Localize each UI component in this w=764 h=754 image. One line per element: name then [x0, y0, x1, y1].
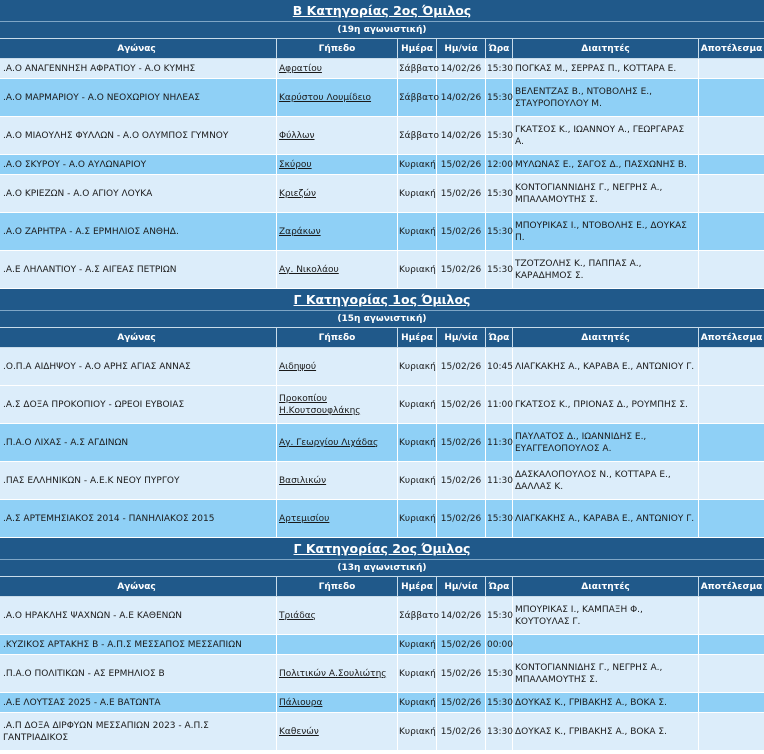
header-referees: Διαιτητές [513, 328, 699, 348]
venue-cell [277, 59, 398, 79]
match-cell: .Α.Ο ΚΡΙΕΖΩΝ - Α.Ο ΑΓΙΟΥ ΛΟΥΚΑ [0, 175, 277, 213]
day-cell: Κυριακή [398, 635, 437, 655]
time-cell: 15:30 [486, 213, 513, 251]
result-cell [699, 713, 764, 751]
round-subtitle: (13η αγωνιστική) [0, 560, 764, 576]
venue-cell [277, 155, 398, 175]
time-cell: 10:45 [486, 348, 513, 386]
venue-cell [277, 79, 398, 117]
day-cell: Σάββατο [398, 79, 437, 117]
referees-cell: ΛΙΑΓΚΑΚΗΣ Α., ΚΑΡΑΒΑ Ε., ΑΝΤΩΝΙΟΥ Γ. [513, 348, 699, 386]
venue-cell [277, 386, 398, 424]
group-section [0, 538, 764, 751]
match-cell: .Α.Ο ΣΚΥΡΟΥ - Α.Ο ΑΥΛΩΝΑΡΙΟΥ [0, 155, 277, 175]
match-cell: .Α.Ε ΛΗΛΑΝΤΙΟΥ - Α.Σ ΑΙΓΕΑΣ ΠΕΤΡΙΩΝ [0, 251, 277, 289]
referees-cell: ΓΚΑΤΣΟΣ Κ., ΙΩΑΝΝΟΥ Α., ΓΕΩΡΓΑΡΑΣ Α. [513, 117, 699, 155]
match-cell: .Α.Σ ΑΡΤΕΜΗΣΙΑΚΟΣ 2014 - ΠΑΝΗΛΙΑΚΟΣ 2015 [0, 500, 277, 538]
header-venue: Γήπεδο [277, 577, 398, 597]
group-title[interactable]: Γ Κατηγορίας 2ος Όμιλος [0, 538, 764, 560]
venue-cell [277, 462, 398, 500]
day-cell: Κυριακή [398, 424, 437, 462]
venue-link[interactable]: Αφρατίου [279, 63, 322, 74]
table-row [0, 597, 764, 635]
date-cell: 15/02/26 [437, 155, 486, 175]
result-cell [699, 59, 764, 79]
header-row [0, 577, 764, 597]
match-cell: .Α.Ε ΛΟΥΤΣΑΣ 2025 - Α.Ε ΒΑΤΩΝΤΑ [0, 693, 277, 713]
header-time: Ώρα [486, 39, 513, 59]
header-match: Αγώνας [0, 577, 277, 597]
referees-cell: ΔΑΣΚΑΛΟΠΟΥΛΟΣ Ν., ΚΟΤΤΑΡΑ Ε., ΔΑΛΛΑΣ Κ. [513, 462, 699, 500]
round-subtitle: (19η αγωνιστική) [0, 22, 764, 38]
venue-cell [277, 213, 398, 251]
venue-cell [277, 251, 398, 289]
time-cell: 12:00 [486, 155, 513, 175]
match-cell: .Α.Ο ΖΑΡΗΤΡΑ - Α.Σ ΕΡΜΗΛΙΟΣ ΑΝΘΗΔ. [0, 213, 277, 251]
fixtures-table [0, 38, 764, 289]
date-cell: 15/02/26 [437, 213, 486, 251]
match-cell: .ΚΥΖΙΚΟΣ ΑΡΤΑΚΗΣ Β - Α.Π.Σ ΜΕΣΣΑΠΟΣ ΜΕΣΣΑΠΙΩΝ [0, 635, 277, 655]
group-section [0, 289, 764, 538]
header-result: Αποτέλεσμα [699, 577, 764, 597]
date-cell: 15/02/26 [437, 175, 486, 213]
day-cell: Κυριακή [398, 155, 437, 175]
header-match: Αγώνας [0, 39, 277, 59]
venue-link[interactable]: Κριεζών [279, 188, 316, 199]
result-cell [699, 462, 764, 500]
time-cell: 15:30 [486, 117, 513, 155]
header-venue: Γήπεδο [277, 39, 398, 59]
venue-link[interactable]: Πάλιουρα [279, 697, 323, 708]
table-row [0, 213, 764, 251]
result-cell [699, 251, 764, 289]
table-row [0, 155, 764, 175]
date-cell: 14/02/26 [437, 59, 486, 79]
day-cell: Κυριακή [398, 348, 437, 386]
referees-cell: ΜΥΛΩΝΑΣ Ε., ΣΑΓΟΣ Δ., ΠΑΣΧΩΝΗΣ Β. [513, 155, 699, 175]
header-day: Ημέρα [398, 328, 437, 348]
table-row [0, 655, 764, 693]
day-cell: Σάββατο [398, 117, 437, 155]
date-cell: 15/02/26 [437, 251, 486, 289]
referees-cell: ΔΟΥΚΑΣ Κ., ΓΡΙΒΑΚΗΣ Α., ΒΟΚΑ Σ. [513, 713, 699, 751]
venue-link[interactable]: Πολιτικών Α.Σουλιώτης [279, 668, 387, 679]
date-cell: 15/02/26 [437, 500, 486, 538]
result-cell [699, 424, 764, 462]
day-cell: Κυριακή [398, 251, 437, 289]
header-time: Ώρα [486, 328, 513, 348]
time-cell: 15:30 [486, 597, 513, 635]
header-match: Αγώνας [0, 328, 277, 348]
match-cell: .Ο.Π.Α ΑΙΔΗΨΟΥ - Α.Ο ΑΡΗΣ ΑΓΙΑΣ ΑΝΝΑΣ [0, 348, 277, 386]
table-row [0, 117, 764, 155]
fixtures-table [0, 327, 764, 538]
referees-cell: ΒΕΛΕΝΤΖΑΣ Β., ΝΤΟΒΟΛΗΣ Ε., ΣΤΑΥΡΟΠΟΥΛΟΥ Μ. [513, 79, 699, 117]
time-cell: 15:30 [486, 79, 513, 117]
time-cell: 15:30 [486, 175, 513, 213]
header-row [0, 39, 764, 59]
referees-cell: ΠΑΥΛΑΤΟΣ Δ., ΙΩΑΝΝΙΔΗΣ Ε., ΕΥΑΓΓΕΛΟΠΟΥΛΟΣ Α. [513, 424, 699, 462]
round-subtitle: (15η αγωνιστική) [0, 311, 764, 327]
referees-cell [513, 635, 699, 655]
venue-cell [277, 500, 398, 538]
day-cell: Κυριακή [398, 175, 437, 213]
venue-cell [277, 693, 398, 713]
venue-link[interactable]: Αιδηψού [279, 361, 317, 372]
venue-link[interactable]: Τριάδας [279, 610, 316, 621]
venue-cell [277, 597, 398, 635]
date-cell: 15/02/26 [437, 655, 486, 693]
result-cell [699, 348, 764, 386]
day-cell: Κυριακή [398, 213, 437, 251]
match-cell: .Α.Π ΔΟΞΑ ΔΙΡΦΥΩΝ ΜΕΣΣΑΠΙΩΝ 2023 - Α.Π.Σ ΓΑΝΤΡΙΑΔΙΚΟΣ [0, 713, 277, 751]
referees-cell: ΠΟΓΚΑΣ Μ., ΣΕΡΡΑΣ Π., ΚΟΤΤΑΡΑ Ε. [513, 59, 699, 79]
header-result: Αποτέλεσμα [699, 328, 764, 348]
time-cell: 15:30 [486, 251, 513, 289]
table-row [0, 386, 764, 424]
result-cell [699, 500, 764, 538]
day-cell: Κυριακή [398, 500, 437, 538]
date-cell: 15/02/26 [437, 424, 486, 462]
venue-cell [277, 348, 398, 386]
table-row [0, 59, 764, 79]
venue-link[interactable]: Καρύστου Λουμίδειο [279, 92, 372, 103]
header-time: Ώρα [486, 577, 513, 597]
match-cell: .Π.Α.Ο ΛΙΧΑΣ - Α.Σ ΑΓΔΙΝΩΝ [0, 424, 277, 462]
venue-cell [277, 655, 398, 693]
referees-cell: ΚΟΝΤΟΓΙΑΝΝΙΔΗΣ Γ., ΝΕΓΡΗΣ Α., ΜΠΑΛΑΜΟΥΤΗΣ Σ. [513, 655, 699, 693]
result-cell [699, 655, 764, 693]
venue-link[interactable]: Καθενών [279, 726, 319, 737]
header-date: Ημ/νία [437, 577, 486, 597]
venue-link[interactable]: Προκοπίου Η.Κουτσουφλάκης [279, 393, 361, 416]
table-row [0, 693, 764, 713]
result-cell [699, 635, 764, 655]
fixtures-table [0, 576, 764, 751]
table-row [0, 348, 764, 386]
referees-cell: ΜΠΟΥΡΙΚΑΣ Ι., ΚΑΜΠΑΞΗ Φ., ΚΟΥΤΟΥΛΑΣ Γ. [513, 597, 699, 635]
table-row [0, 635, 764, 655]
referees-cell: ΛΙΑΓΚΑΚΗΣ Α., ΚΑΡΑΒΑ Ε., ΑΝΤΩΝΙΟΥ Γ. [513, 500, 699, 538]
date-cell: 15/02/26 [437, 462, 486, 500]
header-referees: Διαιτητές [513, 577, 699, 597]
time-cell: 11:30 [486, 462, 513, 500]
time-cell: 11:00 [486, 386, 513, 424]
table-row [0, 424, 764, 462]
venue-link[interactable]: Ζαράκων [279, 226, 321, 237]
venue-cell [277, 635, 398, 655]
result-cell [699, 79, 764, 117]
header-day: Ημέρα [398, 577, 437, 597]
group-title[interactable]: Γ Κατηγορίας 1ος Όμιλος [0, 289, 764, 311]
venue-cell [277, 175, 398, 213]
venue-link[interactable]: Αγ. Νικολάου [279, 264, 339, 275]
match-cell: .Α.Σ ΔΟΞΑ ΠΡΟΚΟΠΙΟΥ - ΩΡΕΟΙ ΕΥΒΟΙΑΣ [0, 386, 277, 424]
header-date: Ημ/νία [437, 328, 486, 348]
result-cell [699, 155, 764, 175]
day-cell: Σάββατο [398, 597, 437, 635]
venue-link[interactable]: Βασιλικών [279, 475, 327, 486]
group-section [0, 0, 764, 289]
referees-cell: ΔΟΥΚΑΣ Κ., ΓΡΙΒΑΚΗΣ Α., ΒΟΚΑ Σ. [513, 693, 699, 713]
table-row [0, 175, 764, 213]
header-day: Ημέρα [398, 39, 437, 59]
date-cell: 15/02/26 [437, 713, 486, 751]
day-cell: Κυριακή [398, 462, 437, 500]
date-cell: 15/02/26 [437, 693, 486, 713]
match-cell: .ΠΑΣ ΕΛΛΗΝΙΚΩΝ - Α.Ε.Κ ΝΕΟΥ ΠΥΡΓΟΥ [0, 462, 277, 500]
table-row [0, 713, 764, 751]
table-row [0, 79, 764, 117]
result-cell [699, 117, 764, 155]
date-cell: 14/02/26 [437, 117, 486, 155]
date-cell: 15/02/26 [437, 386, 486, 424]
result-cell [699, 175, 764, 213]
referees-cell: ΜΠΟΥΡΙΚΑΣ Ι., ΝΤΟΒΟΛΗΣ Ε., ΔΟΥΚΑΣ Π. [513, 213, 699, 251]
date-cell: 14/02/26 [437, 79, 486, 117]
venue-cell [277, 424, 398, 462]
venue-link[interactable]: Σκύρου [279, 159, 312, 170]
table-row [0, 500, 764, 538]
venue-link[interactable]: Φύλλων [279, 130, 315, 141]
match-cell: .Π.Α.Ο ΠΟΛΙΤΙΚΩΝ - ΑΣ ΕΡΜΗΛΙΟΣ Β [0, 655, 277, 693]
time-cell: 13:30 [486, 713, 513, 751]
day-cell: Κυριακή [398, 655, 437, 693]
time-cell: 15:30 [486, 655, 513, 693]
referees-cell: ΚΟΝΤΟΓΙΑΝΝΙΔΗΣ Γ., ΝΕΓΡΗΣ Α., ΜΠΑΛΑΜΟΥΤΗΣ Σ. [513, 175, 699, 213]
match-cell: .Α.Ο ΜΙΑΟΥΛΗΣ ΦΥΛΛΩΝ - Α.Ο ΟΛΥΜΠΟΣ ΓΥΜΝΟΥ [0, 117, 277, 155]
venue-cell [277, 117, 398, 155]
header-result: Αποτέλεσμα [699, 39, 764, 59]
group-title[interactable]: Β Κατηγορίας 2ος Όμιλος [0, 0, 764, 22]
date-cell: 15/02/26 [437, 635, 486, 655]
result-cell [699, 213, 764, 251]
venue-link[interactable]: Αρτεμισίου [279, 513, 330, 524]
time-cell: 15:30 [486, 693, 513, 713]
result-cell [699, 693, 764, 713]
referees-cell: ΤΖΟΤΖΟΛΗΣ Κ., ΠΑΠΠΑΣ Α., ΚΑΡΑΔΗΜΟΣ Σ. [513, 251, 699, 289]
result-cell [699, 386, 764, 424]
time-cell: 11:30 [486, 424, 513, 462]
day-cell: Κυριακή [398, 386, 437, 424]
time-cell: 00:00 [486, 635, 513, 655]
day-cell: Σάββατο [398, 59, 437, 79]
header-row [0, 328, 764, 348]
time-cell: 15:30 [486, 500, 513, 538]
referees-cell: ΓΚΑΤΣΟΣ Κ., ΠΡΙΟΝΑΣ Δ., ΡΟΥΜΠΗΣ Σ. [513, 386, 699, 424]
venue-cell [277, 713, 398, 751]
header-venue: Γήπεδο [277, 328, 398, 348]
header-date: Ημ/νία [437, 39, 486, 59]
table-row [0, 251, 764, 289]
match-cell: .Α.Ο ΑΝΑΓΕΝΝΗΣΗ ΑΦΡΑΤΙΟΥ - Α.Ο ΚΥΜΗΣ [0, 59, 277, 79]
match-cell: .Α.Ο ΗΡΑΚΛΗΣ ΨΑΧΝΩΝ - Α.Ε ΚΑΘΕΝΩΝ [0, 597, 277, 635]
time-cell: 15:30 [486, 59, 513, 79]
day-cell: Κυριακή [398, 713, 437, 751]
venue-link[interactable]: Αγ. Γεωργίου Λιχάδας [279, 437, 379, 448]
table-row [0, 462, 764, 500]
result-cell [699, 597, 764, 635]
match-cell: .Α.Ο ΜΑΡΜΑΡΙΟΥ - Α.Ο ΝΕΟΧΩΡΙΟΥ ΝΗΛΕΑΣ [0, 79, 277, 117]
date-cell: 15/02/26 [437, 348, 486, 386]
date-cell: 14/02/26 [437, 597, 486, 635]
day-cell: Κυριακή [398, 693, 437, 713]
header-referees: Διαιτητές [513, 39, 699, 59]
